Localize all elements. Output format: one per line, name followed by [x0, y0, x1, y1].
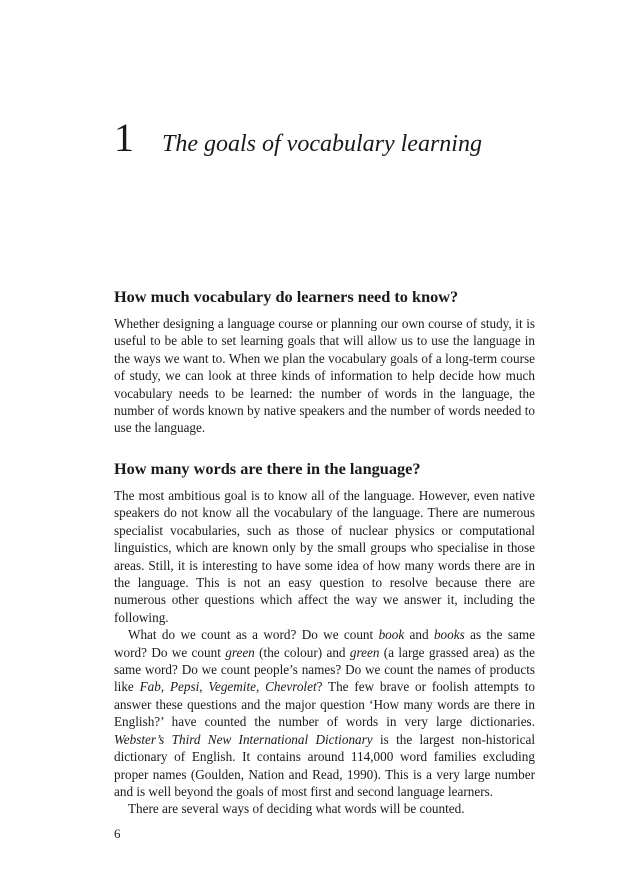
section-words-in-language	[114, 459, 535, 818]
text-run: What do we count as a word? Do we count	[128, 627, 379, 643]
page-number: 6	[114, 826, 121, 841]
section-heading: How many words are there in the language?	[114, 459, 421, 478]
text-run: as the same word? Do we count	[114, 627, 535, 660]
text-run: ,	[255, 679, 266, 695]
italic-term: Webster’s Third New International Dictionary	[114, 731, 373, 747]
chapter-number: 1	[114, 115, 134, 160]
italic-term: Pepsi	[169, 679, 200, 695]
text-run: ,	[160, 679, 170, 695]
text-run: is the largest non-historical dictionary of English. It contains around 114,000 word families excluding proper names (Goulden, Nation and Read, 1990). This is a very large number and is well beyond the goals of most first and second language learners.	[114, 731, 535, 799]
italic-term: Chevrolet	[265, 679, 317, 695]
text-run: ,	[199, 679, 209, 695]
section-heading: How much vocabulary do learners need to know?	[114, 287, 459, 306]
paragraph	[114, 626, 535, 800]
text-run: and	[404, 627, 434, 643]
chapter-title: The goals of vocabulary learning	[162, 131, 482, 157]
italic-term: books	[433, 627, 465, 643]
paragraph: There are several ways of deciding what words will be counted.	[128, 801, 465, 817]
italic-term: book	[378, 627, 405, 643]
paragraph: The most ambitious goal is to know all of the language. However, even native speakers do not know all the vocabulary of the language. There are numerous specialist vocabularies, such as those of nuclear physics or computational linguistics, which are known only by the small groups who specialise in those areas. Still, it is interesting to have some idea of how many words there are in the language. This is not an easy question to resolve because there are numerous other questions which affect the way we answer it, including the following.	[114, 488, 535, 625]
text-run: (a large grassed area) as the same word? Do we count people’s names? Do we count the names of products like	[114, 644, 536, 695]
section-vocabulary-needs	[114, 287, 535, 437]
italic-term: green	[225, 644, 255, 660]
text-run: ? The few brave or foolish attempts to answer these questions and the major question ‘How many words are there in English?’ have counted the number of words in very large dictionaries.	[114, 679, 536, 730]
italic-term: Vegemite	[208, 679, 256, 695]
text-run: (the colour) and	[254, 644, 350, 660]
paragraph: Whether designing a language course or planning our own course of study, it is useful to be able to set learning goals that will allow us to use the language in the ways we want to. When we plan the vocabulary goals of a long-term course of study, we can look at three kinds of information to help decide how much vocabulary needs to be learned: the number of words in the language, the number of words known by native speakers and the number of words needed to use the language.	[114, 316, 535, 436]
chapter-heading	[114, 115, 534, 160]
italic-term: Fab	[139, 679, 161, 695]
italic-term: green	[349, 644, 380, 660]
